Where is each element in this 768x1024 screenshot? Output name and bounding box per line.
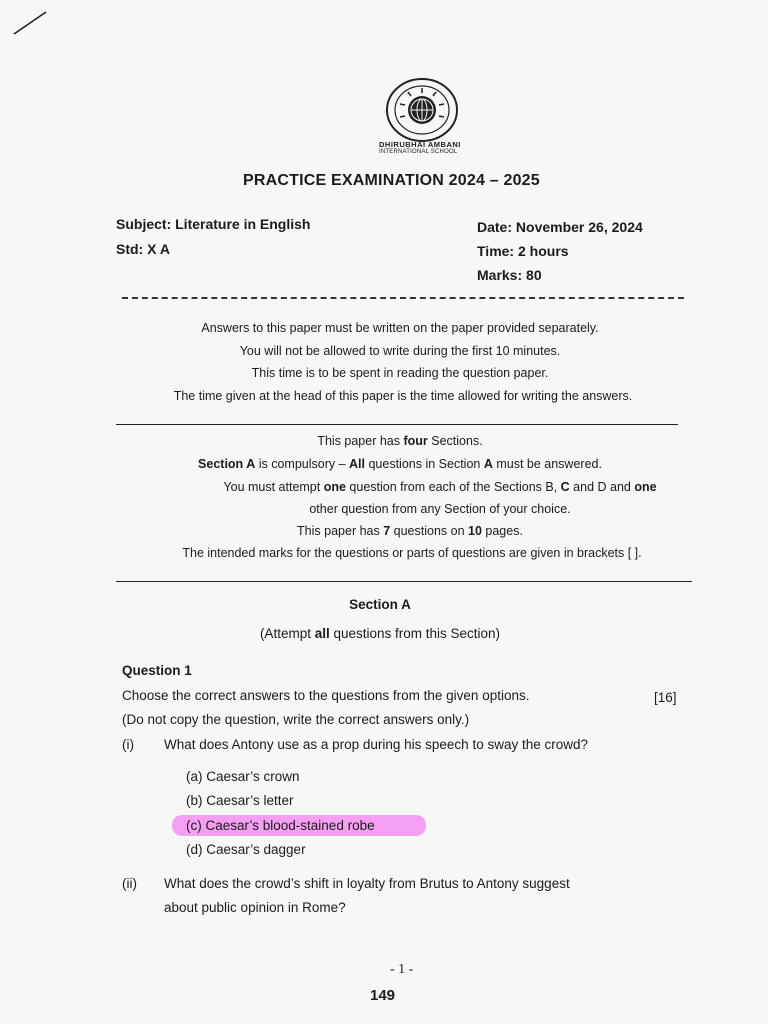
marks-label: Marks: <box>477 267 523 283</box>
question-title: Question 1 <box>122 663 192 678</box>
question-note: (Do not copy the question, write the correct answers only.) <box>122 712 470 727</box>
page-marker: - 1 - <box>390 962 414 977</box>
time-label: Time: <box>477 243 515 259</box>
option-b: (b) Caesar’s letter <box>186 793 294 808</box>
paper-info-text: This paper has <box>297 524 384 538</box>
subject-value: Literature in English <box>175 216 311 232</box>
paper-info-line-3 <box>130 480 750 494</box>
paper-info-text: must be answered. <box>492 457 602 471</box>
std-label: Std: <box>116 241 144 257</box>
school-name-line1: DHIRUBHAI AMBANI <box>379 140 461 149</box>
paper-info-line-2 <box>110 457 690 471</box>
paper-info-line-6: The intended marks for the questions or parts of questions are given in brackets [ ]. <box>182 546 642 560</box>
paper-info-line-1 <box>110 434 690 448</box>
section-title: Section A <box>349 597 411 612</box>
school-logo-icon <box>384 77 460 143</box>
dashed-divider <box>122 297 684 299</box>
paper-info-emphasis: C <box>560 480 570 494</box>
std-row <box>116 241 170 257</box>
paper-info-emphasis: All <box>349 457 365 471</box>
paper-info-emphasis: one <box>323 480 346 494</box>
time-row <box>477 243 569 259</box>
paper-info-text: Sections. <box>427 434 483 448</box>
divider-line-2 <box>116 581 692 582</box>
paper-info-emphasis: 10 <box>468 524 482 538</box>
marks-row <box>477 267 542 283</box>
std-value: X A <box>147 241 170 257</box>
divider-line-1 <box>116 424 678 425</box>
paper-info-text: You must attempt <box>223 480 324 494</box>
paper-info-line-5 <box>110 524 710 538</box>
subquestion-text: about public opinion in Rome? <box>164 900 346 915</box>
paper-info-text: This paper has <box>317 434 404 448</box>
subquestion-number: (ii) <box>122 876 137 891</box>
question-marks: [16] <box>654 690 677 705</box>
paper-info-emphasis: 7 <box>383 524 391 538</box>
section-subtitle <box>180 626 580 641</box>
school-name-line2: INTERNATIONAL SCHOOL <box>379 149 458 155</box>
paper-info-emphasis: one <box>634 480 657 494</box>
paper-info-text: pages. <box>481 524 523 538</box>
marks-value: 80 <box>526 267 542 283</box>
paper-info-emphasis: four <box>403 434 428 448</box>
paper-info-text: and D and <box>569 480 635 494</box>
paper-info-line-4: other question from any Section of your choice. <box>309 502 571 516</box>
section-subtitle-text: questions from this Section) <box>329 626 501 641</box>
section-subtitle-text: (Attempt <box>259 626 315 641</box>
subquestion-text: What does the crowd’s shift in loyalty from Brutus to Antony suggest <box>164 876 570 891</box>
section-subtitle-emphasis: all <box>314 626 330 641</box>
paper-info-text: is compulsory – <box>255 457 350 471</box>
paper-info-emphasis: A <box>483 457 493 471</box>
option-a: (a) Caesar’s crown <box>186 769 300 784</box>
instruction-line-2: You will not be allowed to write during the first 10 minutes. <box>239 344 561 358</box>
instruction-line-3: This time is to be spent in reading the question paper. <box>251 366 549 380</box>
date-row <box>477 219 643 235</box>
date-value: November 26, 2024 <box>515 219 643 235</box>
exam-title: PRACTICE EXAMINATION 2024 – 2025 <box>243 172 540 189</box>
pen-tick-mark <box>10 8 50 38</box>
subject-row <box>116 216 310 232</box>
paper-info-emphasis: Section A <box>198 457 256 471</box>
instruction-line-1: Answers to this paper must be written on the paper provided separately. <box>201 321 599 335</box>
paper-info-text: questions in Section <box>365 457 484 471</box>
paper-info-text: question from each of the Sections B, <box>345 480 561 494</box>
page-number-handwritten: 149 <box>370 987 396 1004</box>
time-value: 2 hours <box>517 243 569 259</box>
option-c: (c) Caesar’s blood-stained robe <box>186 818 375 833</box>
option-d: (d) Caesar’s dagger <box>186 842 306 857</box>
subject-label: Subject: <box>116 216 172 232</box>
subquestion-text: What does Antony use as a prop during his speech to sway the crowd? <box>164 737 588 752</box>
paper-info-text: questions on <box>390 524 469 538</box>
subquestion-number: (i) <box>122 737 134 752</box>
date-label: Date: <box>477 219 513 235</box>
question-instruction: Choose the correct answers to the questions from the given options. <box>122 688 530 703</box>
instruction-line-4: The time given at the head of this paper is the time allowed for writing the answers. <box>173 389 633 403</box>
